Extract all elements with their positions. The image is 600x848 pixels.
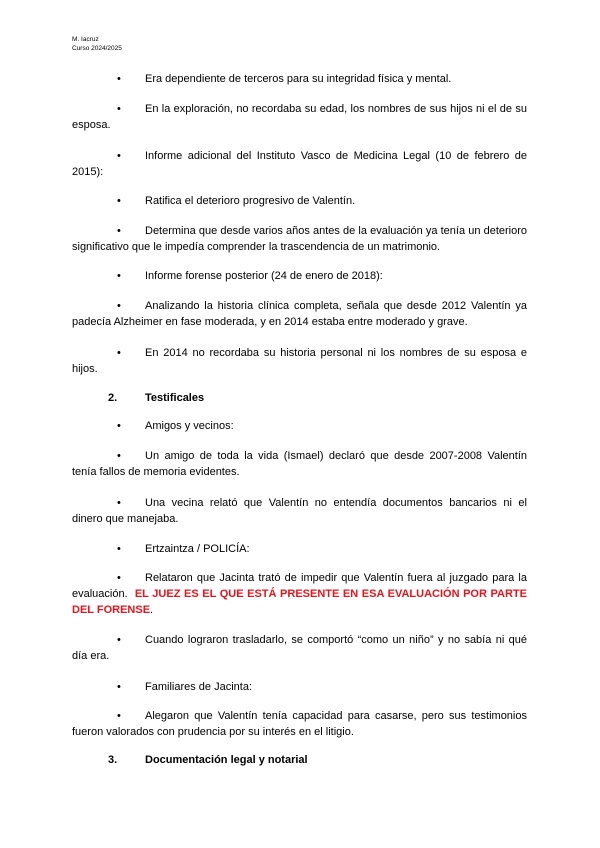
paragraph: Ertzaintza / POLICÍA: xyxy=(145,543,250,555)
paragraph: En 2014 no recordaba su historia personal ni los nombres de su esposa e hijos. xyxy=(72,347,527,375)
bullet: • xyxy=(117,347,121,359)
paragraph: Analizando la historia clínica completa, señala que desde 2012 Valentín ya padecía Alzheimer en fase moderada, y en 2014 estaba entre moderado y grave. xyxy=(72,300,527,328)
bullet: • xyxy=(117,681,121,693)
bullet: • xyxy=(117,572,121,584)
paragraph: Informe forense posterior (24 de enero de 2018): xyxy=(145,270,383,282)
bullet: • xyxy=(117,497,121,509)
bullet: • xyxy=(117,543,121,555)
bullet: • xyxy=(117,103,121,115)
bullet: • xyxy=(117,420,121,432)
bullet: • xyxy=(117,300,121,312)
header-author: M. Iacruz xyxy=(72,36,99,43)
paragraph: Alegaron que Valentín tenía capacidad para casarse, pero sus testimonios fueron valorados con prudencia por su interés en el litigio. xyxy=(72,710,527,738)
bullet: • xyxy=(117,270,121,282)
paragraph: Cuando lograron trasladarlo, se comportó “como un niño” y no sabía ni qué día era. xyxy=(72,634,527,662)
paragraph: Relataron que Jacinta trató de impedir que Valentín fuera al juzgado para la evaluación. EL JUEZ ES EL QUE ESTÁ PRESENTE EN ESA EVALUACIÓN POR PARTE DEL FORENSE. xyxy=(72,572,527,616)
paragraph: Un amigo de toda la vida (Ismael) declaró que desde 2007-2008 Valentín tenía fallos de memoria evidentes. xyxy=(72,450,527,478)
bullet: • xyxy=(117,150,121,162)
paragraph: Era dependiente de terceros para su integridad física y mental. xyxy=(145,73,452,85)
paragraph: Una vecina relató que Valentín no entendía documentos bancarios ni el dinero que manejaba. xyxy=(72,497,527,525)
paragraph: Familiares de Jacinta: xyxy=(145,681,252,693)
section-title: Testificales xyxy=(145,392,205,404)
paragraph: En la exploración, no recordaba su edad, los nombres de sus hijos ni el de su esposa. xyxy=(72,103,527,131)
section-title: Documentación legal y notarial xyxy=(145,754,308,766)
bullet: • xyxy=(117,225,121,237)
section-number: 3. xyxy=(108,754,118,766)
bullet: • xyxy=(117,710,121,722)
paragraph: Determina que desde varios años antes de la evaluación ya tenía un deterioro significativo que le impedía comprender la trascendencia de un matrimonio. xyxy=(72,225,527,253)
bullet: • xyxy=(117,634,121,646)
bullet: • xyxy=(117,195,121,207)
paragraph: Ratifica el deterioro progresivo de Valentín. xyxy=(145,195,356,207)
paragraph: Amigos y vecinos: xyxy=(145,420,234,432)
judge-note: EL JUEZ ES EL QUE ESTÁ PRESENTE EN ESA EVALUACIÓN POR PARTE DEL FORENSE xyxy=(72,588,527,616)
paragraph: Informe adicional del Instituto Vasco de Medicina Legal (10 de febrero de 2015): xyxy=(72,150,527,178)
header-course: Curso 2024/2025 xyxy=(72,45,122,52)
bullet: • xyxy=(117,73,121,85)
section-number: 2. xyxy=(108,392,118,404)
bullet: • xyxy=(117,450,121,462)
